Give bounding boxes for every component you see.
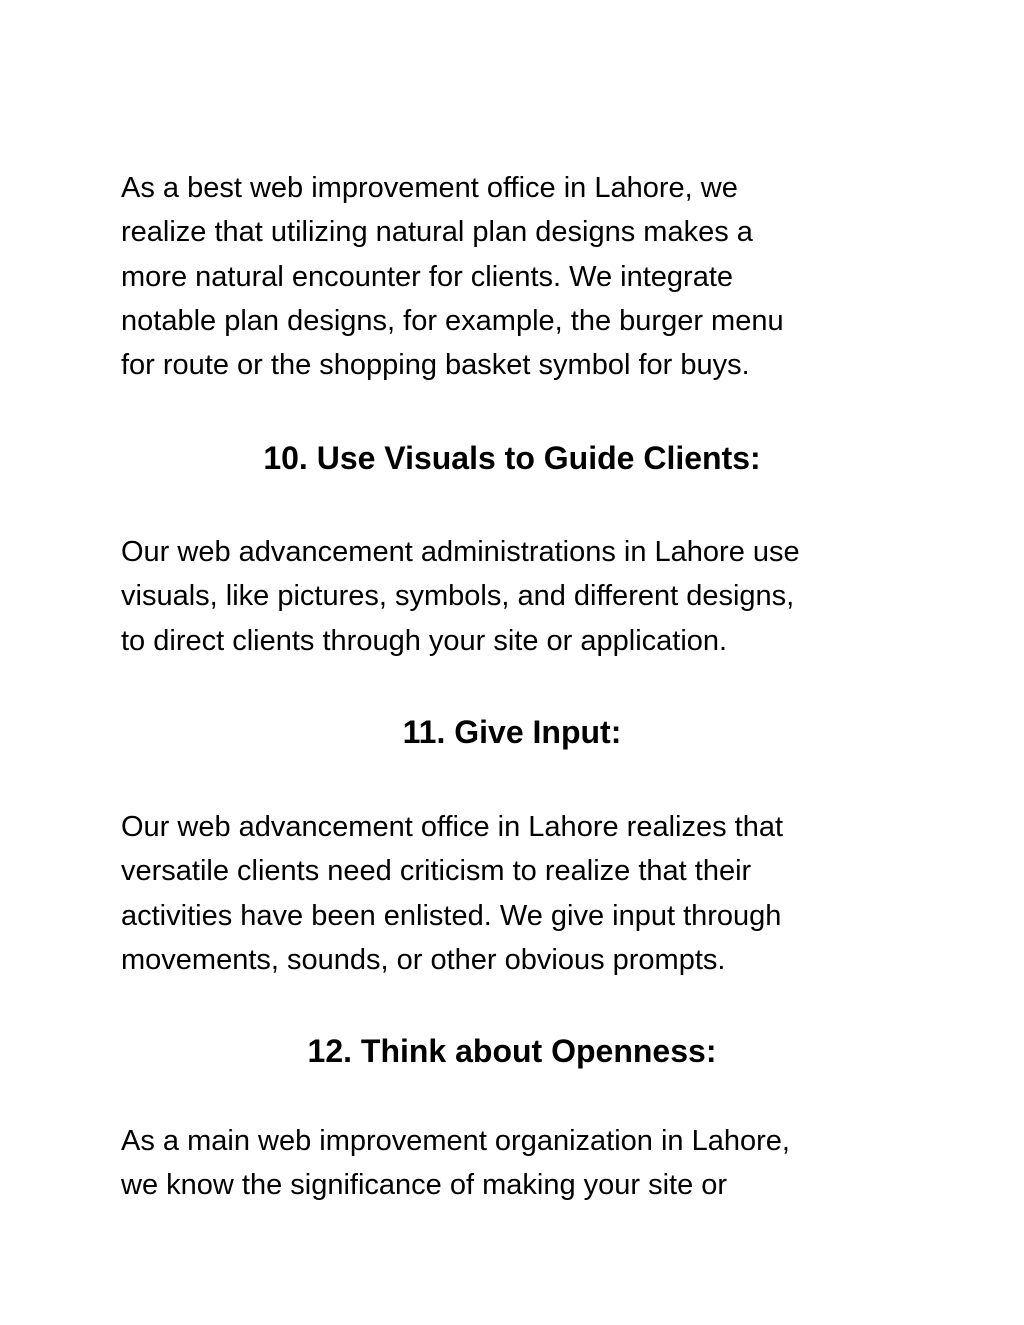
paragraph-input xyxy=(121,805,921,982)
paragraph-line: we know the significance of making your site or xyxy=(121,1169,728,1202)
paragraph-line: versatile clients need criticism to realize that their xyxy=(121,855,752,888)
paragraph-line: for route or the shopping basket symbol for buys. xyxy=(121,349,750,382)
paragraph-openness xyxy=(121,1119,921,1208)
paragraph-intro xyxy=(121,166,921,387)
heading-section-12: 12. Think about Openness: xyxy=(307,1033,717,1069)
paragraph-line: As a main web improvement organization in Lahore, xyxy=(121,1125,790,1157)
paragraph-line: visuals, like pictures, symbols, and different designs, xyxy=(121,580,795,613)
paragraph-line: movements, sounds, or other obvious prompts. xyxy=(121,943,726,976)
heading-section-10: 10. Use Visuals to Guide Clients: xyxy=(263,440,761,476)
paragraph-line: activities have been enlisted. We give input through xyxy=(121,899,782,932)
paragraph-line: notable plan designs, for example, the burger menu xyxy=(121,304,784,337)
paragraph-line: more natural encounter for clients. We integrate xyxy=(121,260,734,293)
paragraph-line: As a best web improvement office in Lahore, we xyxy=(121,172,738,204)
paragraph-line: to direct clients through your site or application. xyxy=(121,624,728,657)
paragraph-line: Our web advancement administrations in Lahore use xyxy=(121,536,800,568)
heading-section-11: 11. Give Input: xyxy=(402,714,622,750)
paragraph-line: realize that utilizing natural plan designs makes a xyxy=(121,216,753,249)
paragraph-line: Our web advancement office in Lahore realizes that xyxy=(121,811,784,843)
paragraph-visuals xyxy=(121,530,921,663)
